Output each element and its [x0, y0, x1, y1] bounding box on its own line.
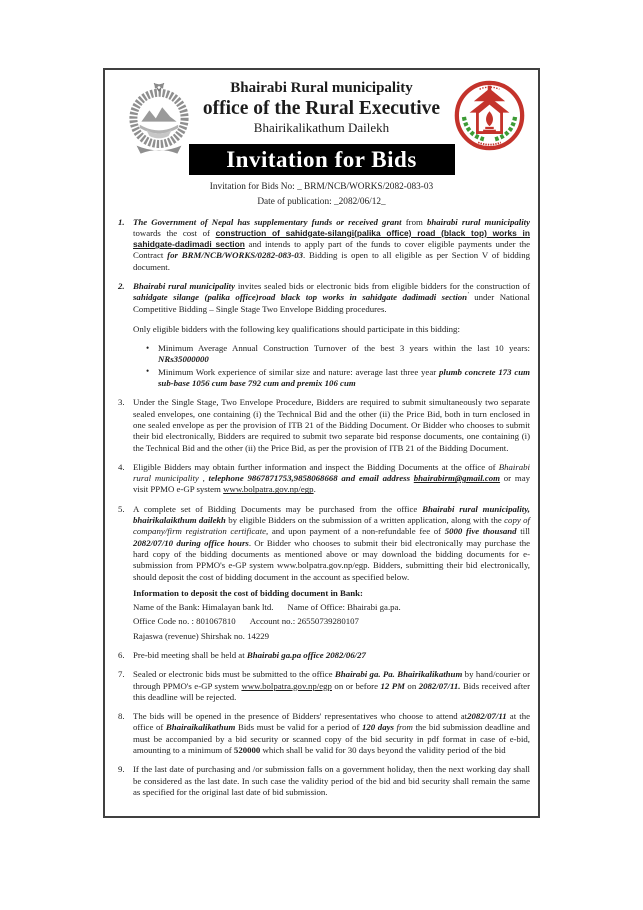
publication-date-line: Date of publication: _2082/06/12_ — [257, 196, 386, 207]
text-run: or may visit PPMO e-GP system — [133, 473, 531, 495]
list-item-2 — [118, 281, 530, 389]
text-run: Bhairabi rural municipality — [133, 461, 530, 484]
item-number: 7. — [118, 669, 125, 680]
text-run: A complete set of Bidding Documents may be purchased from the office — [133, 503, 423, 514]
text-run: 2082/07/10 during office hours — [133, 537, 249, 548]
text-run: 5000 five thousand — [444, 526, 517, 537]
text-run: NRs35000000 — [158, 354, 209, 365]
bullet-text — [158, 343, 530, 364]
bank-account-line — [133, 616, 530, 627]
qualification-intro: Only eligible bidders with the following key qualifications should participate in this bidding: — [133, 323, 460, 334]
text-run: construction of sahidgate-silangi(palika office) road (black top) works in sahidgate-dadimadi section — [133, 227, 530, 250]
text-run: Bhairaikalikathum — [165, 722, 236, 733]
text-run: Minimum Average Annual Construction Turnover of the best 3 years within the last 10 years: — [158, 343, 530, 354]
org-name: Bhairabi Rural municipality — [230, 80, 413, 96]
bank-office-name: Name of Office: Bhairabi ga.pa. — [287, 602, 401, 613]
text-run: by eligible Bidders on the submission of a written application, along with the — [225, 515, 505, 526]
text-run: sahidgate silange (palika office)road black top works in sahidgate dadimadi section — [133, 292, 468, 303]
text-run: . Bidding is open to all eligible as per Section V of bidding document. — [133, 250, 530, 272]
item-number: 9. — [118, 764, 125, 775]
item-number: 2. — [118, 280, 125, 291]
bank-name-line — [133, 602, 530, 613]
text-run: Under the Single Stage, Two Envelope Procedure, Bidders are required to submit simultaneously two separate sealed envelopes, one containing (i) the Technical Bid and the other (ii) the Price Bid, both in turn enclosed in one sealed envelope as per the provision of ITB 21 of the Bidding Document. Or Bidder who chooses to submit their bid electronically, Bidders are required to submit two separate bid response documents, one containing (i) the Technical Bid and the other (ii) the Price Bid, as per the provision of ITB 21 of the Bidding Document. — [133, 397, 530, 453]
text-run: on or before — [331, 680, 381, 691]
text-run: 2082/07/11. — [418, 680, 461, 691]
text-run: from — [405, 216, 427, 227]
text-run: bhairabi rural municipality — [426, 216, 531, 227]
bullet-item — [146, 343, 530, 366]
text-run: invites sealed bids or electronic bids from eligible bidders for the construction of — [235, 280, 530, 291]
bullet-item — [146, 367, 530, 390]
text-run: , and upon payment of a non-refundable fee of — [266, 526, 445, 537]
text-run: Sealed or electronic bids must be submitted to the office — [133, 669, 335, 680]
item-number: 3. — [118, 397, 125, 408]
text-run: Bids received after this deadline will be rejected. — [133, 680, 530, 702]
text-run: . Or Bidder who chooses to submit their bid electronically may purchase the hard copy of the bidding documents as mentioned above or may download the bidding documents for e-submission from PPMO's e-GP system www.bolpatra.gov.np/egp. Bidders, submitting their bid electronically, should deposit the cost of bidding document in the account as specified below. — [133, 537, 530, 582]
text-run: . — [313, 484, 316, 495]
office-code: Office Code no. : 801067810 — [133, 616, 236, 627]
bank-info-heading: Information to deposit the cost of bidding document in Bank: — [133, 587, 363, 598]
text-run: www.bolpatra.gov.np/egp — [241, 680, 332, 691]
bid-number-line: Invitation for Bids No: _ BRM/NCB/WORKS/2082-083-03 — [209, 181, 434, 192]
text-run: which shall be valid for 30 days beyond the validity period of the bid — [260, 745, 506, 756]
text-run: plumb concrete 173 cum sub-base 1056 cum base 792 cum and premix 106 cum — [158, 366, 530, 389]
bullet-marker: • — [146, 342, 150, 353]
item-number: 6. — [118, 650, 125, 660]
text-run: Bhairabi ga. Pa. Bhairikalikathum — [334, 669, 463, 680]
list-item-9 — [118, 764, 530, 798]
list-item-5 — [118, 504, 530, 642]
text-run: Bids must be valid for a period of — [235, 722, 362, 733]
text-run: The Government of Nepal has supplementary funds or received grant — [133, 216, 406, 227]
text-run: the bid submission deadline and must be accompanied by a bid security or scanned copy of the bid security in pdf format in case of e-bid, amounting to a minimum of — [133, 722, 531, 756]
bank-name: Name of the Bank: Himalayan bank ltd. — [133, 602, 274, 613]
text-run: 12 PM — [380, 680, 405, 691]
text-run: till — [516, 526, 530, 537]
text-run: Eligible Bidders may obtain further information and inspect the Bidding Documents at the office of — [133, 461, 499, 472]
list-item-7 — [118, 669, 530, 703]
text-run: copy of company/firm registration certificate — [133, 515, 530, 537]
text-run: bhairabirm@gmail.com — [413, 473, 501, 484]
text-run: and intends to apply part of the funds to cover eligible payments under the Contract — [133, 239, 531, 261]
item-number: 8. — [118, 711, 125, 722]
text-run: 2082/07/11 — [467, 711, 507, 722]
list-item-4 — [118, 462, 530, 496]
item-text — [133, 669, 530, 703]
list-item-3 — [118, 397, 530, 453]
text-run: at the office of — [133, 711, 530, 733]
text-run: on — [404, 680, 419, 691]
qualification-list — [146, 343, 530, 389]
text-run: telephone 9867871753,9858068668 and email address — [208, 473, 414, 484]
item-text — [133, 462, 530, 496]
item-number: 5. — [118, 503, 125, 514]
text-run: 120 days — [361, 722, 394, 733]
text-run: for BRM/NCB/WORKS/0282-083-03 — [167, 250, 303, 261]
list-item-6 — [118, 650, 530, 661]
list-item-1 — [118, 217, 530, 273]
document-body — [105, 217, 538, 817]
text-run: under National Competitive Bidding – Single Stage Two Envelope Bidding procedures. — [133, 292, 530, 314]
text-run: 520000 — [233, 745, 261, 756]
text-run: Pre-bid meeting shall be held at — [133, 650, 247, 660]
item-number: 1. — [118, 216, 125, 227]
text-run: Bhairabi rural municipality, bhairikalaikthum dailekh — [133, 503, 530, 526]
item-text — [133, 711, 530, 756]
org-address: Bhairikalikathum Dailekh — [253, 120, 390, 136]
revenue-heading-number: Rajaswa (revenue) Shirshak no. 14229 — [133, 630, 270, 641]
nepal-emblem-icon — [119, 80, 199, 156]
item-text — [133, 504, 530, 583]
municipality-seal-icon — [454, 80, 525, 151]
text-run: , — [198, 473, 209, 484]
document-header — [105, 70, 538, 207]
bullet-marker: • — [146, 366, 150, 377]
text-run: If the last date of purchasing and /or submission falls on a government holiday, then the next working day shall be considered as the last date. In such case the validity period of the bid and bid security shall remain the same as specified for the original last date of bid submission. — [133, 764, 530, 797]
text-run: www.bolpatra.gov.np/egp — [223, 484, 314, 495]
item-text — [133, 281, 530, 315]
text-run: towards the cost of — [133, 227, 216, 238]
item-text — [133, 217, 530, 273]
banner-title: Invitation for Bids — [189, 144, 455, 175]
account-number: Account no.: 26550739280107 — [249, 616, 359, 627]
text-run: Bhairabi ga.pa office 2082/06/27 — [246, 650, 366, 660]
text-run: ' — [467, 292, 469, 299]
item-number: 4. — [118, 461, 125, 472]
text-run: Minimum Work experience of similar size and nature: average last three year — [158, 366, 439, 377]
text-run: by hand/courier or through PPMO's e-GP system — [133, 669, 530, 691]
text-run: The bids will be opened in the presence of Bidders' representatives who choose to attend at — [133, 711, 468, 722]
bank-info — [133, 588, 530, 642]
office-name: office of the Rural Executive — [202, 98, 441, 120]
list-item-8 — [118, 711, 530, 756]
item-text — [133, 764, 530, 798]
item-text — [133, 397, 530, 453]
text-run: from — [393, 722, 413, 733]
text-run: Bhairabi rural municipality — [133, 280, 235, 291]
item-text — [133, 650, 530, 661]
revenue-line — [133, 631, 530, 642]
invitation-document — [103, 68, 540, 818]
bullet-text — [158, 367, 530, 388]
